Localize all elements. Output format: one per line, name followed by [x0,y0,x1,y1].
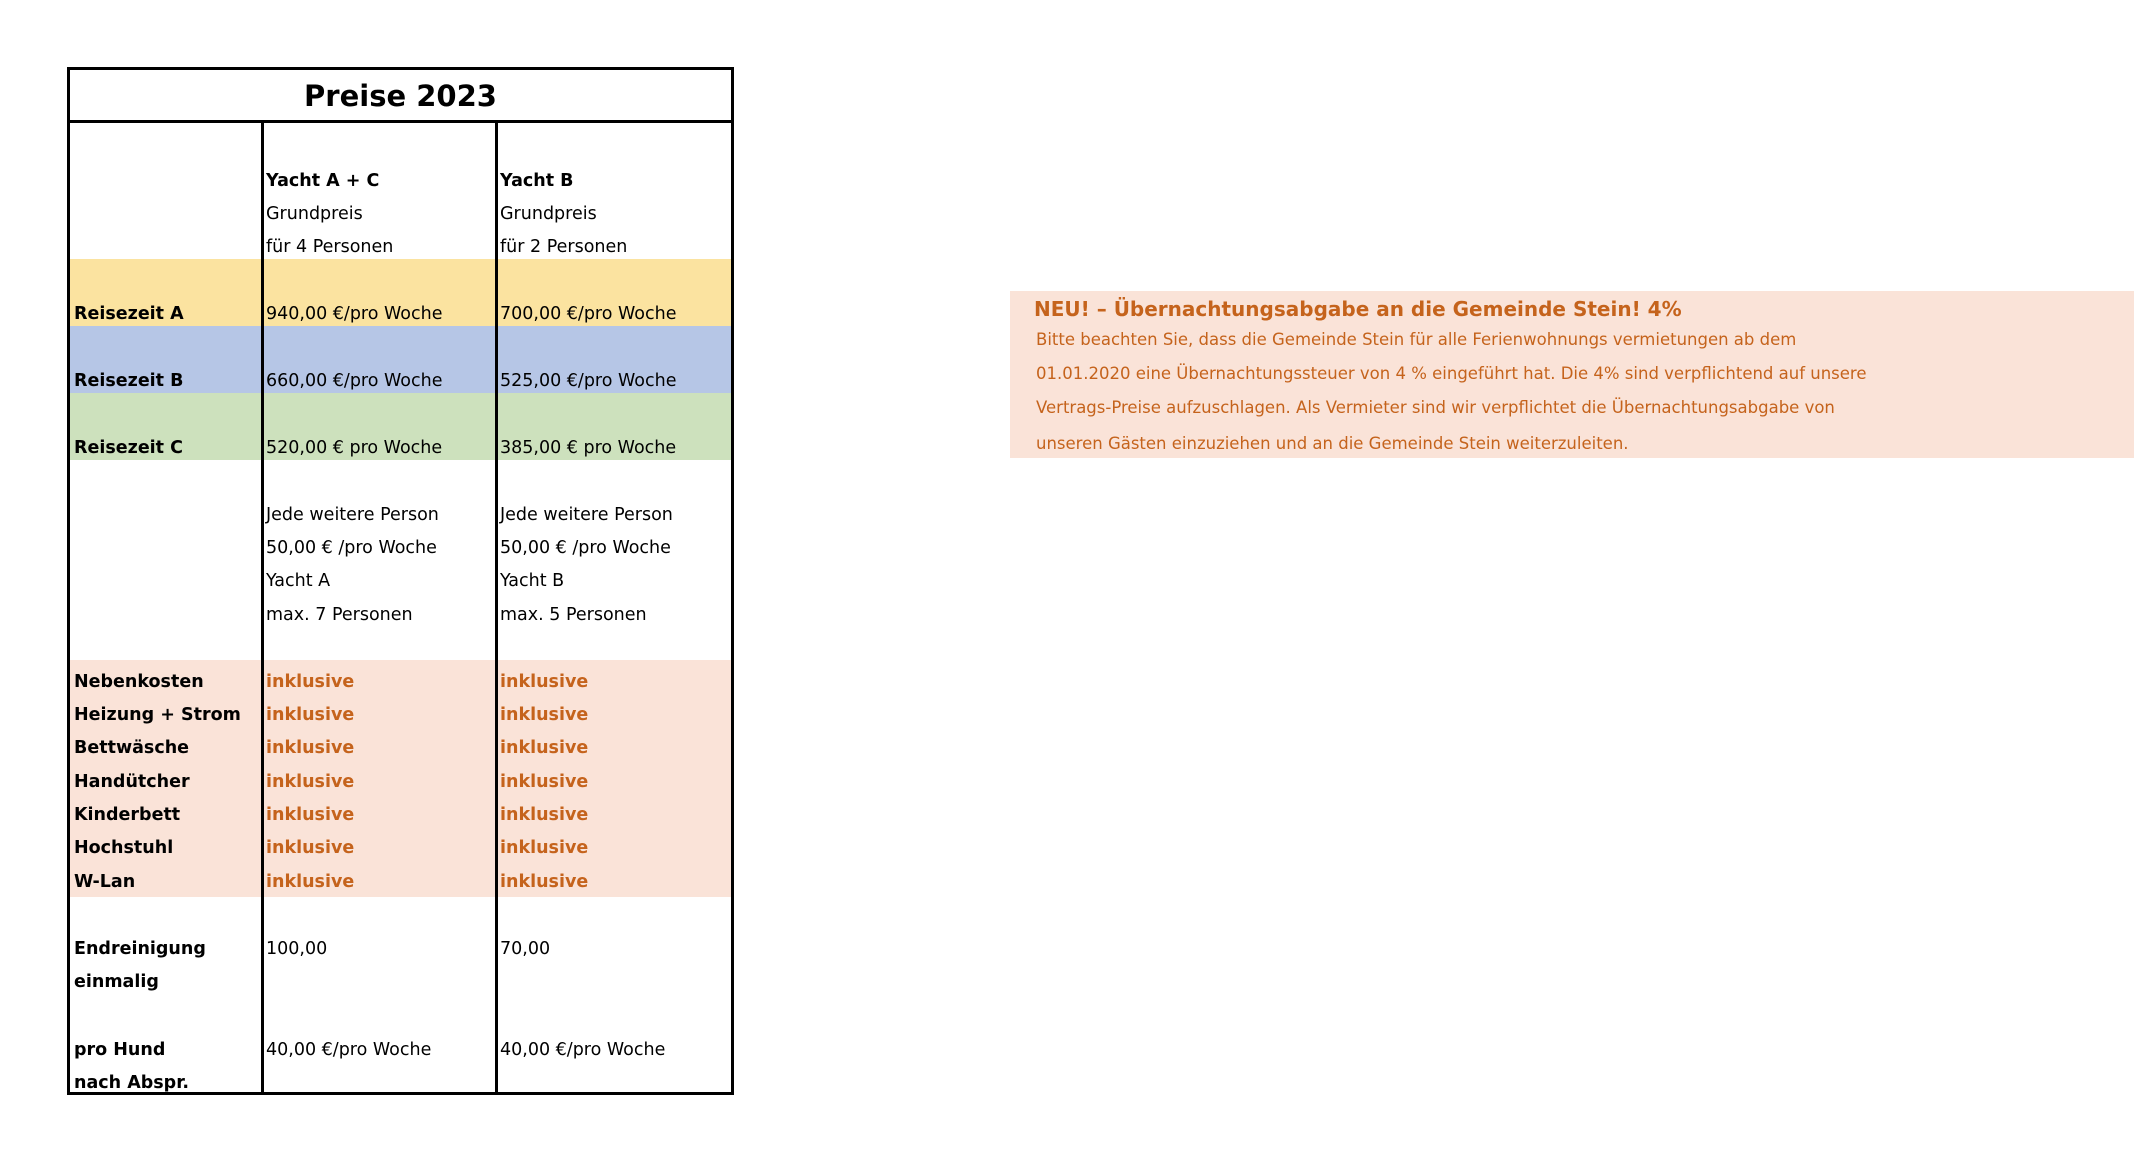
extra1-line2: 50,00 € /pro Woche [266,538,437,558]
included-value-col1: inklusive [266,738,355,758]
extra2-line1: Jede weitere Person [500,505,673,525]
notice-line: Bitte beachten Sie, dass die Gemeinde Stein für alle Ferienwohnungs vermietungen ab dem [1036,330,1797,349]
col2-header-name: Yacht B [500,171,574,191]
extra2-line4: max. 5 Personen [500,605,647,625]
season-c-price2: 385,00 € pro Woche [500,438,677,458]
cleaning-price1: 100,00 [266,939,328,959]
season-a-price1: 940,00 €/pro Woche [266,304,443,324]
dog-label-line1: pro Hund [74,1040,166,1060]
included-value-col1: inklusive [266,772,355,792]
price-table [67,67,734,1095]
col1-header-base: Grundpreis [266,204,363,224]
included-value-col2: inklusive [500,838,589,858]
season-b-price2: 525,00 €/pro Woche [500,371,677,391]
included-value-col1: inklusive [266,838,355,858]
cleaning-label-line2: einmalig [74,972,159,992]
column-divider-1 [261,123,264,1092]
notice-line: unseren Gästen einzuziehen und an die Gemeinde Stein weiterzuleiten. [1036,434,1629,453]
included-value-col1: inklusive [266,872,355,892]
col2-header-base: Grundpreis [500,204,597,224]
included-value-col1: inklusive [266,672,355,692]
extra1-line3: Yacht A [266,571,331,591]
included-item-label: Heizung + Strom [74,705,241,725]
season-c-label: Reisezeit C [74,438,183,458]
included-value-col2: inklusive [500,872,589,892]
season-b-label: Reisezeit B [74,371,184,391]
included-item-label: Kinderbett [74,805,181,825]
included-value-col2: inklusive [500,772,589,792]
extra1-line4: max. 7 Personen [266,605,413,625]
included-item-label: Hochstuhl [74,838,174,858]
column-divider-2 [495,123,498,1092]
season-c-price1: 520,00 € pro Woche [266,438,443,458]
tax-notice [1010,291,2134,458]
extra1-line1: Jede weitere Person [266,505,439,525]
included-value-col2: inklusive [500,805,589,825]
included-item-label: W-Lan [74,872,136,892]
included-value-col1: inklusive [266,705,355,725]
included-value-col1: inklusive [266,805,355,825]
col1-header-name: Yacht A + C [266,171,380,191]
included-item-label: Bettwäsche [74,738,190,758]
season-a-price2: 700,00 €/pro Woche [500,304,677,324]
included-value-col2: inklusive [500,738,589,758]
included-value-col2: inklusive [500,705,589,725]
extra2-line3: Yacht B [500,571,565,591]
notice-title: NEU! – Übernachtungsabgabe an die Gemeinde Stein! 4% [1034,297,1682,321]
cleaning-price2: 70,00 [500,939,551,959]
dog-price2: 40,00 €/pro Woche [500,1040,666,1060]
table-title: Preise 2023 [70,70,731,123]
season-a-label: Reisezeit A [74,304,184,324]
notice-line: 01.01.2020 eine Übernachtungssteuer von 4 % eingeführt hat. Die 4% sind verpflichtend auf unsere [1036,364,1867,383]
included-item-label: Handütcher [74,772,190,792]
included-value-col2: inklusive [500,672,589,692]
cleaning-label-line1: Endreinigung [74,939,206,959]
extra2-line2: 50,00 € /pro Woche [500,538,671,558]
dog-label-line2: nach Abspr. [74,1073,189,1093]
included-item-label: Nebenkosten [74,672,204,692]
col2-header-persons: für 2 Personen [500,237,628,257]
season-b-price1: 660,00 €/pro Woche [266,371,443,391]
dog-price1: 40,00 €/pro Woche [266,1040,432,1060]
col1-header-persons: für 4 Personen [266,237,394,257]
notice-line: Vertrags-Preise aufzuschlagen. Als Vermieter sind wir verpflichtet die Übernachtungsabgabe von [1036,398,1835,417]
